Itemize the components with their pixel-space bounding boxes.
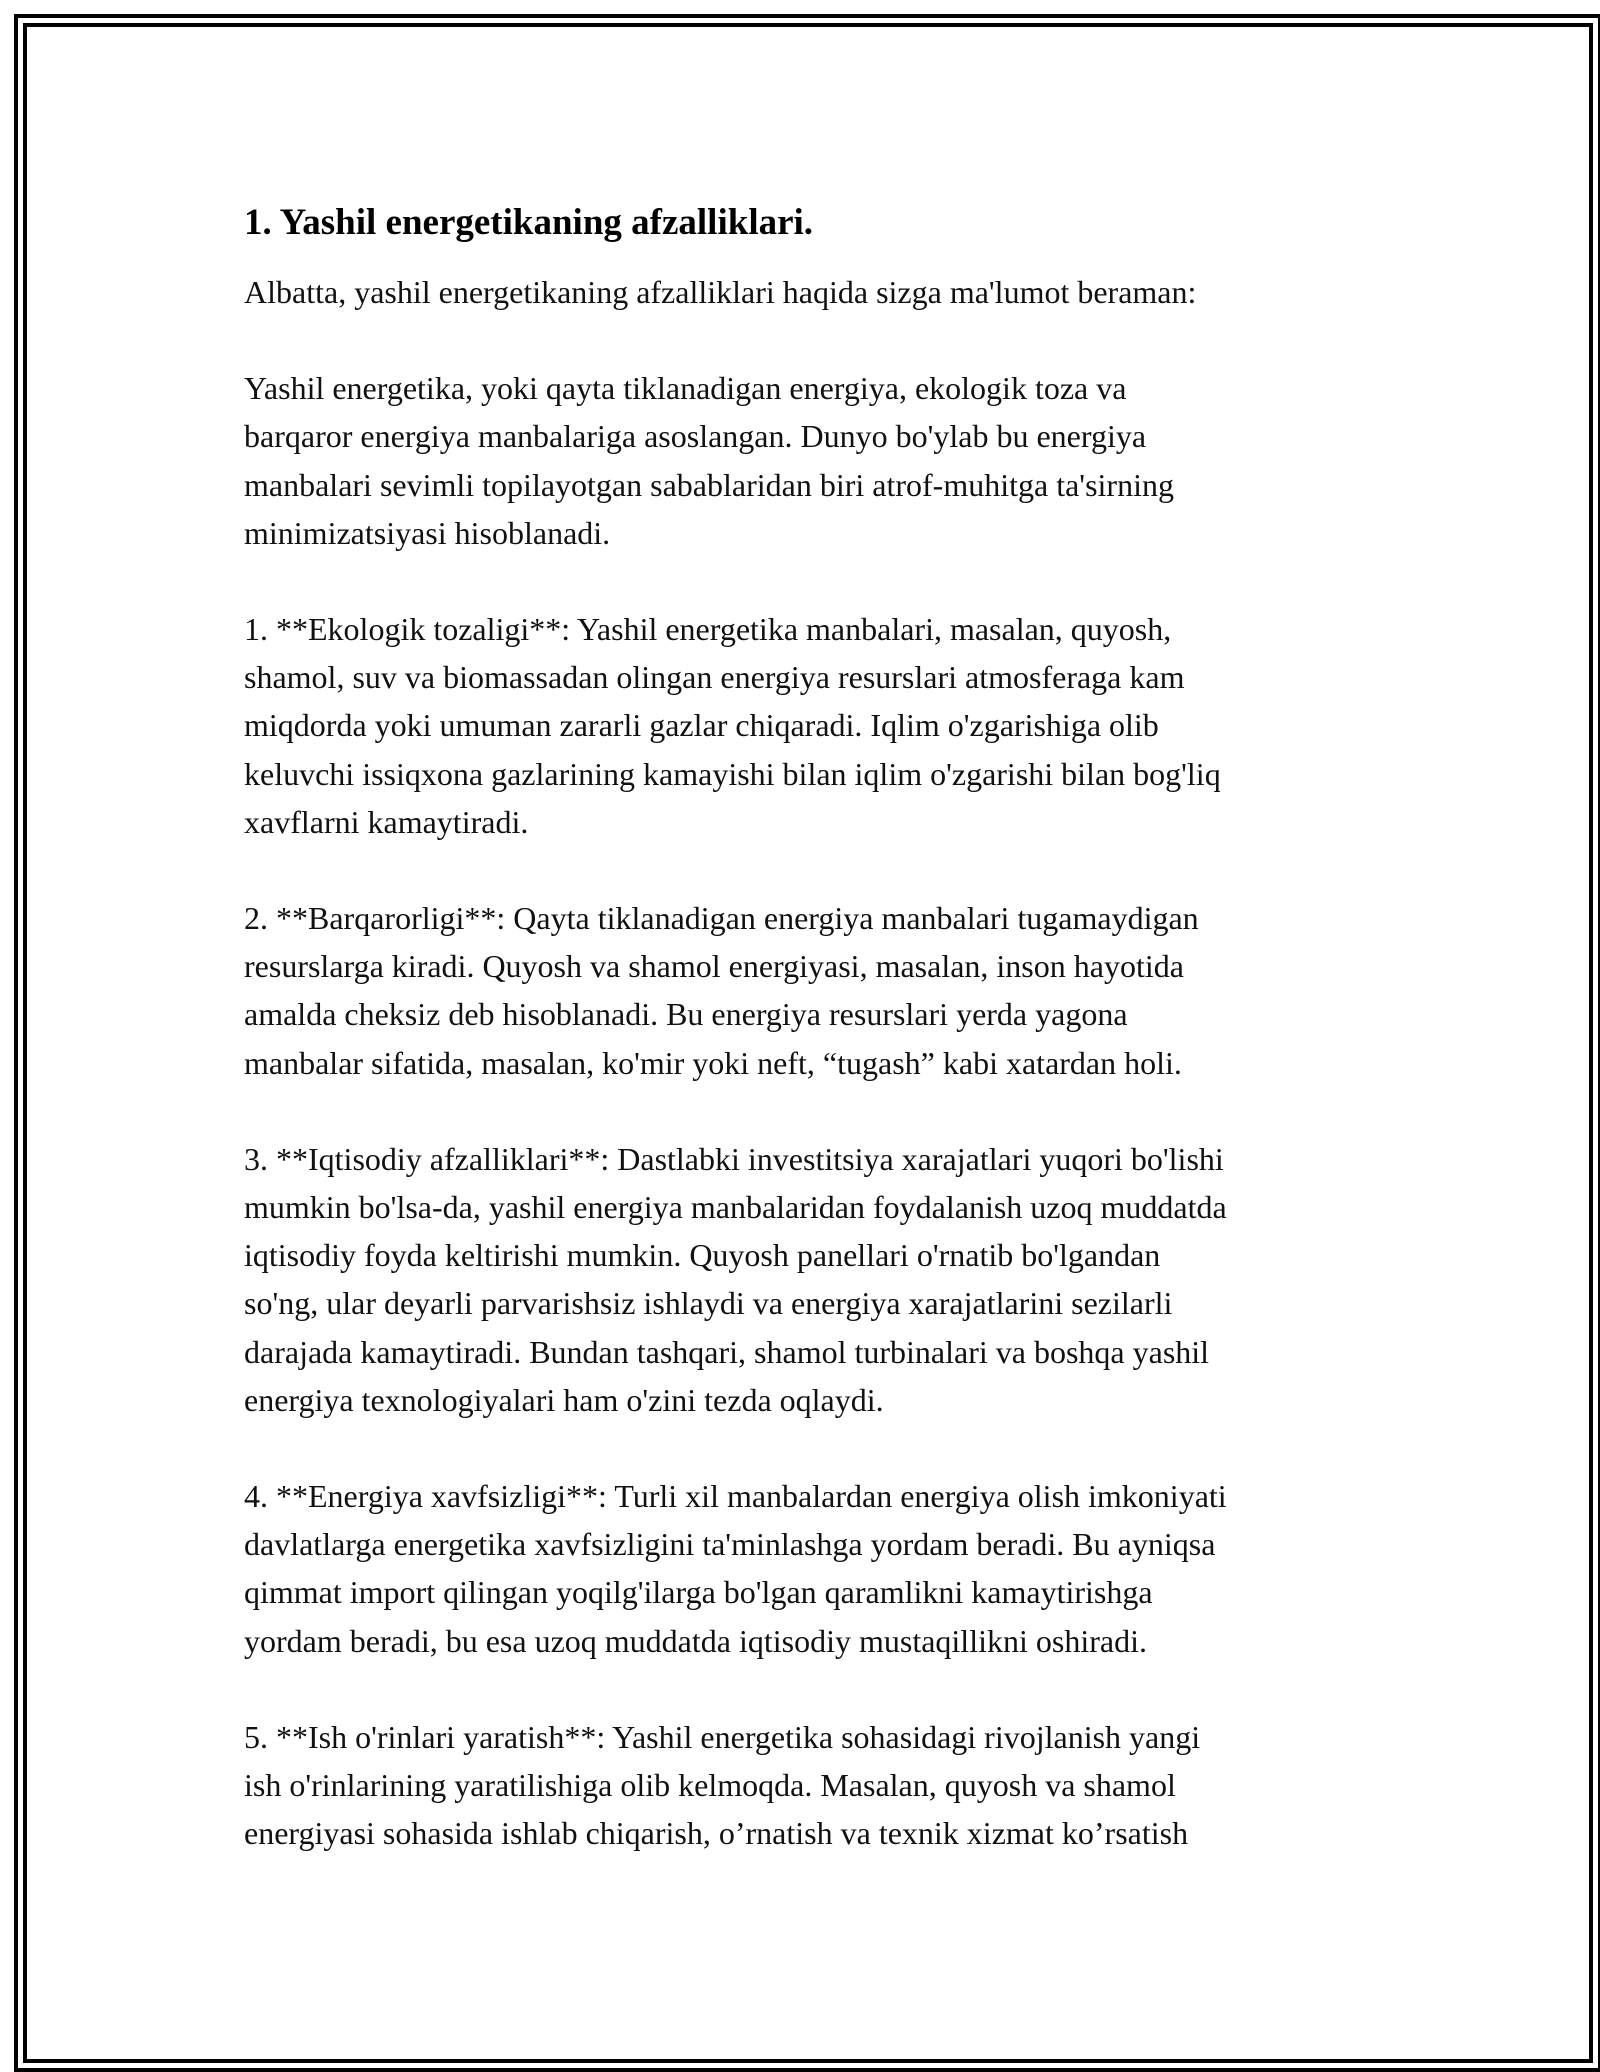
advantage-ecology-paragraph: 1. **Ekologik tozaligi**: Yashil energetika manbalari, masalan, quyosh, shamol, suv va biomassadan olingan energiya resurslari atmosferaga kam miqdorda yoki umuman zararli gazlar chiqaradi. Iqlim o'zgarishiga olib keluvchi issiqxona gazlarining kamayishi bilan iqlim o'zgarishi bilan bog'liq xavflarni kamaytiradi. <box>244 611 1221 840</box>
advantage-economy-paragraph: 3. **Iqtisodiy afzalliklari**: Dastlabki investitsiya xarajatlari yuqori bo'lishi mumkin bo'lsa-da, yashil energiya manbalaridan foydalanish uzoq muddatda iqtisodiy foyda keltirishi mumkin. Quyosh panellari o'rnatib bo'lgandan so'ng, ular deyarli parvarishsiz ishlaydi va energiya xarajatlarini sezilarli darajada kamaytiradi. Bundan tashqari, shamol turbinalari va boshqa yashil energiya texnologiyalari ham o'zini tezda oqlaydi. <box>244 1140 1227 1418</box>
definition-paragraph: Yashil energetika, yoki qayta tiklanadigan energiya, ekologik toza va barqaror energiya manbalariga asoslangan. Dunyo bo'ylab bu energiya manbalari sevimli topilayotgan sabablaridan biri atrof-muhitga ta'sirning minimizatsiyasi hisoblanadi. <box>244 370 1174 551</box>
document-content <box>244 198 1384 1857</box>
advantage-sustainability-paragraph: 2. **Barqarorligi**: Qayta tiklanadigan energiya manbalari tugamaydigan resurslarga kiradi. Quyosh va shamol energiyasi, masalan, inson hayotida amalda cheksiz deb hisoblanadi. Bu energiya resurslari yerda yagona manbalar sifatida, masalan, ko'mir yoki neft, “tugash” kabi xatardan holi. <box>244 900 1199 1081</box>
advantage-security-paragraph: 4. **Energiya xavfsizligi**: Turli xil manbalardan energiya olish imkoniyati davlatlarga energetika xavfsizligini ta'minlashga yordam beradi. Bu ayniqsa qimmat import qilingan yoqilg'ilarga bo'lgan qaramlikni kamaytirishga yordam beradi, bu esa uzoq muddatda iqtisodiy mustaqillikni oshiradi. <box>244 1478 1227 1659</box>
intro-paragraph: Albatta, yashil energetikaning afzalliklari haqida sizga ma'lumot beraman: <box>244 274 1197 310</box>
document-title: 1. Yashil energetikaning afzalliklari. <box>244 202 814 243</box>
advantage-jobs-paragraph: 5. **Ish o'rinlari yaratish**: Yashil energetika sohasidagi rivojlanish yangi ish o'rinlarining yaratilishiga olib kelmoqda. Masalan, quyosh va shamol energiyasi sohasida ishlab chiqarish, o’rnatish va texnik xizmat ko’rsatish <box>244 1718 1201 1852</box>
